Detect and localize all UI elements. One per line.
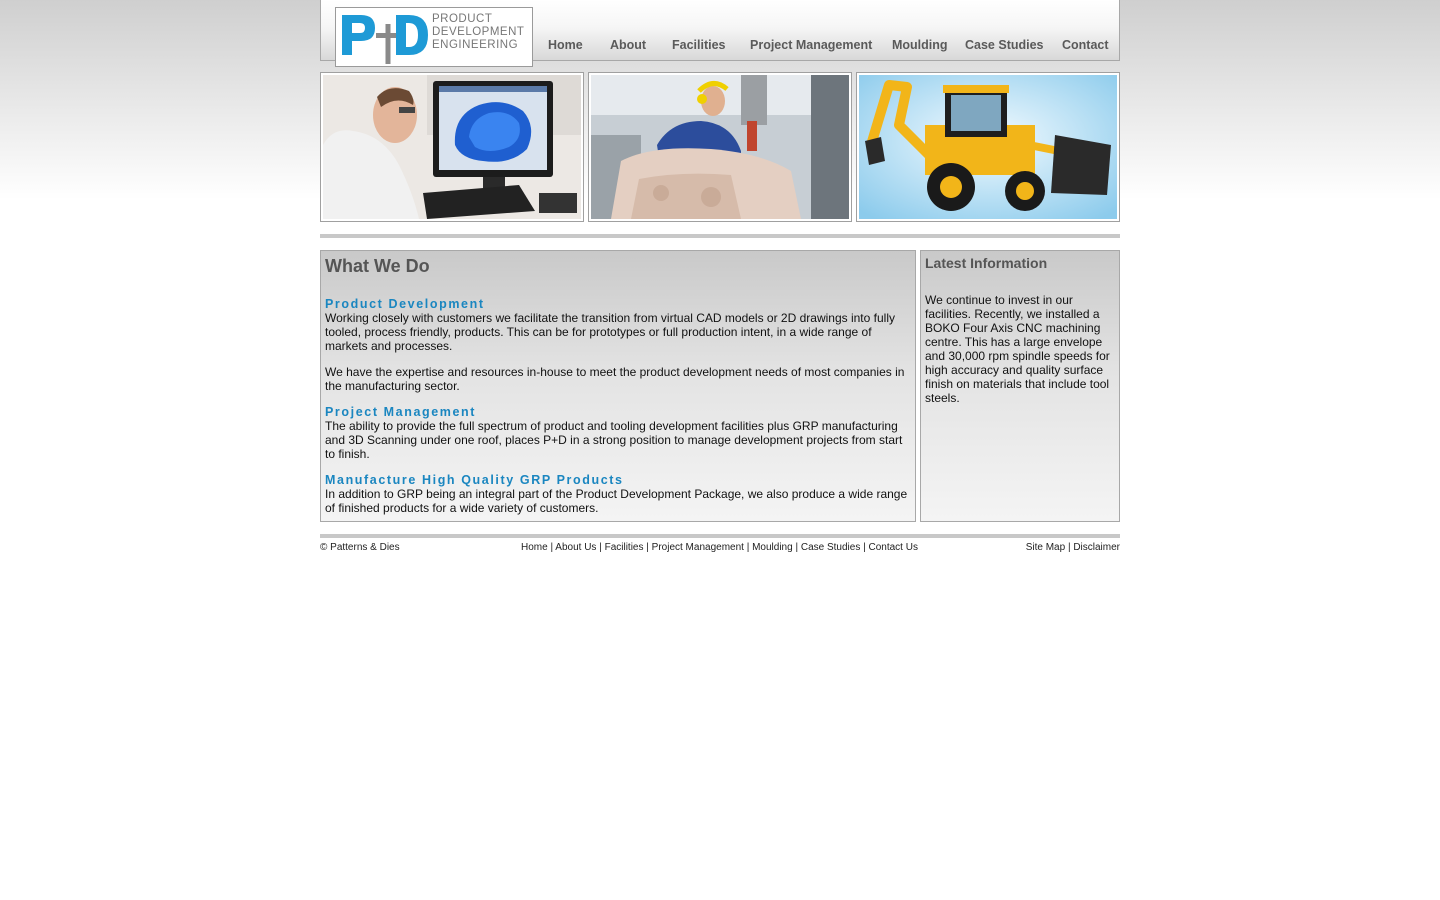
cad-workstation-image [323, 75, 581, 219]
banner-strip [320, 72, 1120, 222]
footer-link-contact-us[interactable]: Contact Us [868, 542, 918, 553]
nav-contact[interactable]: Contact [1062, 38, 1109, 52]
footer-link-moulding[interactable]: Moulding [752, 542, 793, 553]
copyright: © Patterns & Dies [320, 542, 400, 553]
footer-right-links [1026, 542, 1120, 553]
nav-home[interactable]: Home [548, 38, 583, 52]
section-text: In addition to GRP being an integral part of the Product Development Package, we also produce a wide range of finished products for a wide variety of customers. [325, 487, 908, 515]
what-we-do-panel [320, 250, 916, 522]
logo-line-3: ENGINEERING [432, 39, 519, 51]
what-we-do-title: What We Do [325, 256, 430, 276]
separator: | [860, 542, 869, 553]
separator: | [547, 542, 556, 553]
footer-link-about-us[interactable]: About Us [555, 542, 597, 553]
logo-line-2: DEVELOPMENT [432, 26, 525, 38]
nav-moulding[interactable]: Moulding [892, 38, 948, 52]
divider-bottom [320, 534, 1120, 538]
separator: | [1065, 542, 1074, 553]
backhoe-image [859, 75, 1117, 219]
latest-information-panel [920, 250, 1120, 522]
separator: | [596, 542, 605, 553]
section-text: The ability to provide the full spectrum of product and tooling development facilities plus GRP manufacturing and 3D Scanning under one roof, places P+D in a strong position to manage development projects from start to finish. [325, 419, 903, 461]
latest-information-text: We continue to invest in our facilities. Recently, we installed a BOKO Four Axis CNC machining centre. This has a large envelope and 30,000 rpm spindle speeds for high accuracy and quality surface finish on materials that include tool steels. [925, 293, 1110, 405]
separator: | [643, 542, 652, 553]
section-text: We have the expertise and resources in-house to meet the product development needs of most companies in the manufacturing sector. [325, 365, 905, 393]
page-wrapper [320, 0, 1120, 553]
separator: | [792, 542, 801, 553]
footer-link-site-map[interactable]: Site Map [1025, 542, 1066, 553]
footer-nav [521, 542, 918, 553]
banner-image-cad [320, 72, 584, 222]
latest-information-title: Latest Information [925, 255, 1048, 271]
section-heading-product-development: Product Development [325, 297, 485, 311]
logo-text [432, 13, 524, 52]
footer-link-home[interactable]: Home [521, 542, 548, 553]
workshop-image [591, 75, 849, 219]
header [320, 0, 1120, 61]
main-nav [533, 38, 1119, 56]
footer-link-facilities[interactable]: Facilities [604, 542, 644, 553]
nav-facilities[interactable]: Facilities [672, 38, 726, 52]
nav-case-studies[interactable]: Case Studies [965, 38, 1044, 52]
section-heading-project-management: Project Management [325, 405, 477, 419]
footer [320, 542, 1120, 556]
banner-image-workshop [588, 72, 852, 222]
pd-logo-mark-icon [339, 11, 431, 65]
separator: | [743, 542, 753, 553]
divider-top [320, 234, 1120, 238]
section-heading-grp-products: Manufacture High Quality GRP Products [325, 473, 624, 487]
footer-link-disclaimer[interactable]: Disclaimer [1073, 542, 1120, 553]
logo[interactable] [335, 7, 533, 67]
footer-link-project-management[interactable]: Project Management [651, 542, 744, 553]
footer-link-case-studies[interactable]: Case Studies [800, 542, 861, 553]
banner-image-backhoe [856, 72, 1120, 222]
nav-project-management[interactable]: Project Management [750, 38, 873, 52]
logo-line-1: PRODUCT [432, 13, 493, 25]
nav-about[interactable]: About [610, 38, 647, 52]
section-text: Working closely with customers we facilitate the transition from virtual CAD models or 2D drawings into fully tooled, process friendly, products. This can be for prototypes or full production intent, in a wide range of markets and processes. [325, 311, 895, 353]
